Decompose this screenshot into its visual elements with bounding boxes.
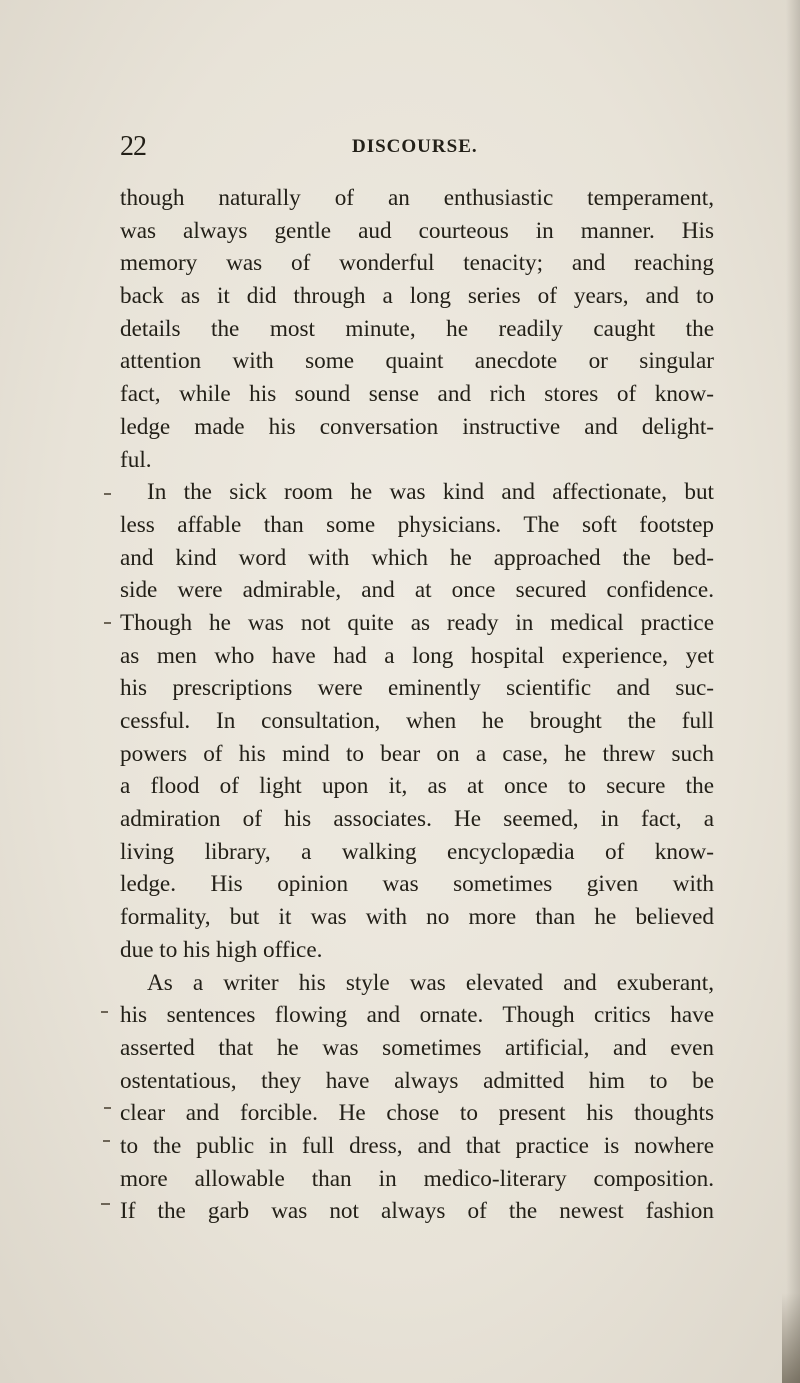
text-line: side were admirable, and at once secured confidence. bbox=[120, 577, 714, 604]
text-line: cessful. In consultation, when he brought the full bbox=[120, 708, 714, 734]
text-line: his sentences flowing and ornate. Though critics have bbox=[120, 1002, 714, 1029]
text-line: ledge made his conversation instructive and delight- bbox=[120, 413, 714, 440]
margin-mark bbox=[103, 1140, 110, 1142]
text-line: back as it did through a long series of years, and to bbox=[120, 283, 714, 310]
text-line: details the most minute, he readily caught the bbox=[120, 315, 714, 342]
text-line: living library, a walking encyclopædia of know- bbox=[120, 838, 714, 865]
page-number: 22 bbox=[120, 131, 146, 162]
text-line: though naturally of an enthusiastic temperament, bbox=[120, 185, 714, 211]
text-line: was always gentle aud courteous in manner. His bbox=[120, 217, 714, 244]
text-line: If the garb was not always of the newest fashion bbox=[120, 1198, 714, 1225]
margin-mark bbox=[104, 1107, 111, 1109]
body-text bbox=[120, 182, 714, 1228]
text-line: memory was of wonderful tenacity; and reaching bbox=[120, 250, 714, 277]
page-corner-stain bbox=[782, 1293, 800, 1383]
text-line: In the sick room he was kind and affectionate, but bbox=[147, 479, 714, 506]
text-line: more allowable than in medico-literary composition. bbox=[120, 1165, 714, 1192]
text-line: As a writer his style was elevated and exuberant, bbox=[147, 969, 714, 996]
text-line: attention with some quaint anecdote or singular bbox=[120, 348, 714, 375]
text-line: Though he was not quite as ready in medical practice bbox=[120, 609, 714, 636]
text-line: a flood of light upon it, as at once to secure the bbox=[120, 773, 714, 800]
margin-mark bbox=[101, 1203, 110, 1205]
text-line: to the public in full dress, and that practice is nowhere bbox=[120, 1132, 714, 1159]
text-line: admiration of his associates. He seemed, in fact, a bbox=[120, 806, 714, 833]
text-line: formality, but it was with no more than he believed bbox=[120, 904, 714, 931]
text-line: clear and forcible. He chose to present his thoughts bbox=[120, 1100, 714, 1127]
text-line: as men who have had a long hospital experience, yet bbox=[120, 642, 714, 669]
text-line: his prescriptions were eminently scientific and suc- bbox=[120, 675, 714, 702]
running-head: DISCOURSE. bbox=[352, 136, 478, 157]
text-line: ful. bbox=[120, 446, 152, 473]
margin-mark bbox=[104, 493, 111, 495]
text-line: and kind word with which he approached the bed- bbox=[120, 544, 714, 571]
text-line: ledge. His opinion was sometimes given with bbox=[120, 871, 714, 898]
text-line: powers of his mind to bear on a case, he threw such bbox=[120, 740, 714, 767]
margin-mark bbox=[104, 622, 111, 624]
text-line: asserted that he was sometimes artificial, and even bbox=[120, 1034, 714, 1061]
text-line: ostentatious, they have always admitted him to be bbox=[120, 1067, 714, 1094]
page-header bbox=[120, 130, 720, 164]
text-line: fact, while his sound sense and rich stores of know- bbox=[120, 381, 714, 408]
page-edge-shadow bbox=[786, 0, 800, 1383]
margin-mark bbox=[101, 1011, 108, 1013]
text-line: due to his high office. bbox=[120, 936, 323, 963]
text-line: less affable than some physicians. The soft footstep bbox=[120, 511, 714, 538]
